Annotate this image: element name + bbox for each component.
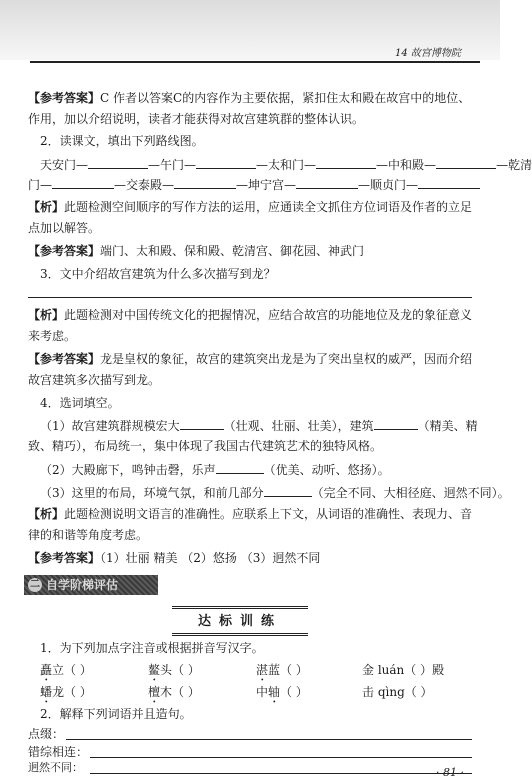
term-dianzhui: 点缀： bbox=[28, 727, 65, 741]
q2-analysis-line2: 点加以解答。 bbox=[28, 221, 101, 235]
q4-item1: （1）故宫建筑群规模宏大 （壮观、壮丽、壮美），建筑 （精美、精 bbox=[40, 419, 478, 433]
q4-answer: 【参考答案】（1）壮丽 精美 （2）悠扬 （3）迥然不同 bbox=[28, 551, 321, 565]
q2-route-line2: 门— —交泰殿— —坤宁宫— —顺贞门— bbox=[28, 176, 480, 193]
q3-analysis-line2: 来考虑。 bbox=[28, 329, 77, 343]
training-q1-stem: 1．为下列加点字注音或根据拼音写汉字。 bbox=[40, 641, 264, 655]
q2-analysis-line1: 【析】此题检测空间顺序的写作方法的运用，应通读全文抓住方位词语及作者的立足 bbox=[28, 200, 473, 214]
q2-stem: 2．读课文，填出下列路线图。 bbox=[40, 134, 204, 148]
q3-analysis-line1: 【析】此题检测对中国传统文化的把握情况，应结合故宫的功能地位及龙的象征意义 bbox=[28, 308, 473, 322]
answer-rule bbox=[90, 757, 472, 758]
q4-item3: （3）这里的布局，环境气氛，和前几部分 （完全不同、大相径庭、迥然不同）。 bbox=[40, 486, 510, 500]
pinyin-item: 檀木（ ） bbox=[148, 685, 200, 699]
header-rule bbox=[30, 61, 480, 63]
q4-analysis-line1: 【析】此题检测说明文语言的准确性。应联系上下文，从词语的准确性、表现力、音 bbox=[28, 507, 473, 521]
q3-answer-rule bbox=[28, 297, 472, 298]
training-q2-stem: 2．解释下列词语并且造句。 bbox=[40, 707, 192, 721]
section-heading-bar bbox=[24, 575, 158, 595]
q3-answer-line2: 故宫建筑多次描写到龙。 bbox=[28, 373, 161, 387]
training-title: 达标训练 bbox=[197, 614, 282, 629]
q4-stem: 4．选词填空。 bbox=[40, 396, 120, 410]
q4-item1-line2: 致、精巧），布局统一，集中体现了我国古代建筑艺术的独特风格。 bbox=[28, 439, 383, 453]
pinyin-item: 击 qìng（ ） bbox=[362, 685, 433, 699]
pinyin-item: 鳌头（ ） bbox=[148, 663, 200, 677]
page-number: · 81 · bbox=[436, 766, 464, 779]
q1-answer-line2: 作用，加以介绍说明，读者才能获得对故宫建筑群的整体认识。 bbox=[28, 112, 365, 126]
running-title: 14 故宫博物院 bbox=[395, 48, 461, 59]
term-jiongran: 迥然不同： bbox=[28, 761, 83, 774]
pinyin-item: 金 luán（ ）殿 bbox=[362, 663, 445, 677]
pinyin-item: 中轴（ ） bbox=[256, 685, 308, 699]
section-number: 二 bbox=[30, 579, 40, 590]
term-cuozong: 错综相连： bbox=[28, 745, 89, 759]
q3-stem: 3．文中介绍故宫建筑为什么多次描写到龙？ bbox=[40, 267, 276, 281]
q2-route-line1: 天安门— —午门— —太和门— —中和殿— —乾清 bbox=[40, 158, 532, 172]
q4-analysis-line2: 律的和谐等角度考虑。 bbox=[28, 528, 149, 542]
section-title: 自学阶梯评估 bbox=[46, 578, 119, 592]
q1-answer-line1: 【参考答案】C 作者以答案C的内容作为主要依据，紧扣住太和殿在故宫中的地位、 bbox=[28, 91, 471, 105]
pinyin-item: 矗立（ ） bbox=[40, 663, 92, 677]
q2-answer: 【参考答案】端门、太和殿、保和殿、乾清宫、御花园、神武门 bbox=[28, 244, 365, 258]
answer-rule bbox=[90, 773, 472, 774]
q3-answer-line1: 【参考答案】龙是皇权的象征，故宫的建筑突出龙是为了突出皇权的威严，因而介绍 bbox=[28, 352, 473, 366]
pinyin-item: 湛蓝（ ） bbox=[256, 663, 308, 677]
pinyin-item: 蟠龙（ ） bbox=[40, 685, 92, 699]
answer-rule bbox=[66, 739, 472, 740]
q4-item2: （2）大殿廊下，鸣钟击磬，乐声 （优美、动听、悠扬）。 bbox=[40, 463, 390, 477]
